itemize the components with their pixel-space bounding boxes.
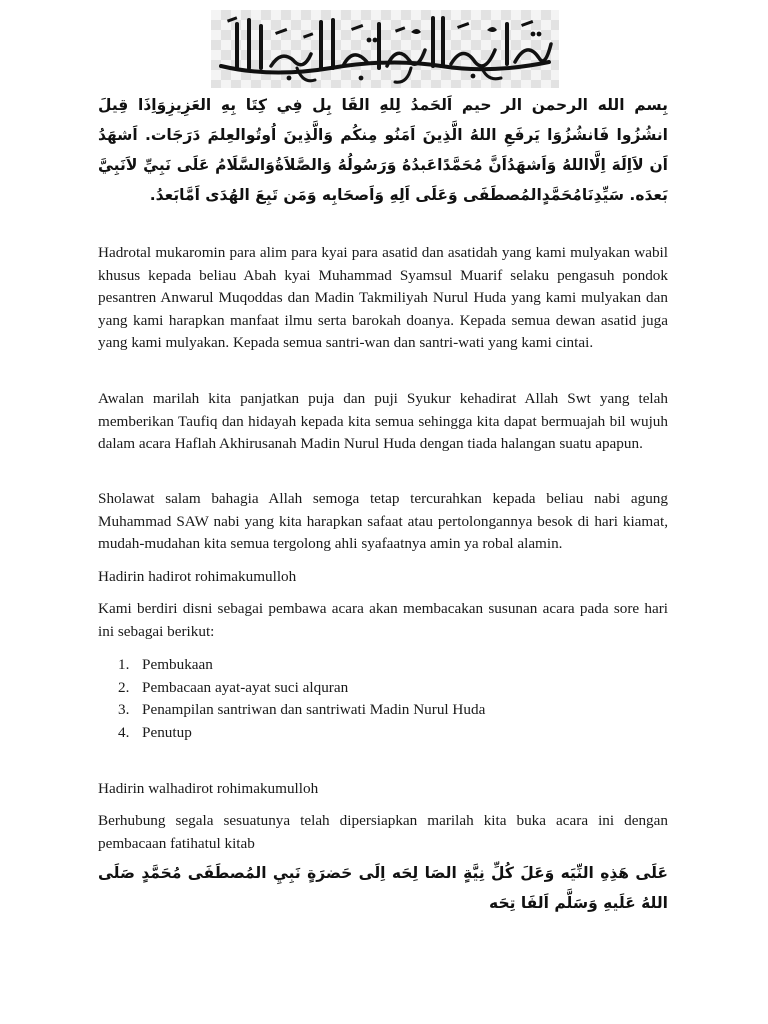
closing-greeting: Hadirin walhadirot rohimakumulloh (98, 780, 319, 797)
list-item (118, 654, 485, 677)
list-item-text: Penampilan santriwan dan santriwati Madin Nurul Huda (142, 701, 486, 719)
list-item (118, 677, 485, 700)
list-item-number: 3. (118, 701, 130, 719)
list-item-text: Penutup (142, 723, 192, 741)
list-item-number: 1. (118, 656, 130, 673)
opening-arabic-text: بِسم الله الرحمن الر حيم اَلحَمدُ لِلهِ القَا بِل فِي كِتَا بِهِ العَزِيزِوَاِذَا قِيلَ انشُزُوا فَانشُزُوَا يَرفَعِ اللهُ الَّذِينَ اَمَنُو مِنكُم وَالَّذِينَ اُوتُوالعِلمَ دَرَجَات. اَشهَدُ اَن لاَاِلَهَ اِلَّااللهُ وَاَشهَدُاَنَّ مُحَمَّدًاعَبدُهُ وَرَسُولُهُ وَالصَّلاَةُوَالسَّلَامُ عَلَى نَبِيِّ لاَنَبِيَّ بَعدَه. سَيِّدِنَامُحَمَّدٍالمُصطَفَى وَعَلَى اَلِهِ وَاَصحَابِه وَمَن تَبِعَ الهُدَى اَمَّابَعدُ. (98, 96, 668, 204)
list-item-number: 4. (118, 723, 130, 741)
fatihah-instruction-paragraph: Berhubung segala sesuatunya telah dipersiapkan marilah kita buka acara ini dengan pembacaan fatihatul kitab (98, 812, 668, 852)
closing-arabic-text: عَلَى هَذِهِ النِّيَه وَعَلَ كُلِّ نِيَّةٍ الصَا لِحَه اِلَى حَضرَةٍ نَبِيِ المُصطَفَى مُحَمَّدٍ صَلَى اللهُ عَلَيهِ وَسَلَّم اَلفَا تِحَه (98, 864, 668, 912)
gratitude-paragraph: Awalan marilah kita panjatkan puja dan puji Syukur kehadirat Allah Swt yang telah memberikan Taufiq dan hidayah kepada kita semua sehingga kita dapat bermuajah bil wujuh dalam acara Haflah Akhirusanah Madin Nurul Huda dengan tiada halangan suatu apapun. (98, 390, 668, 453)
sholawat-paragraph: Sholawat salam bahagia Allah semoga tetap tercurahkan kepada beliau nabi agung Muhammad SAW nabi yang kita harapkan safaat atau pertolongannya besok di hari kiamat, mudah-mudahan kita semua tergolong ahli syafaatnya amin ya robal alamin. (98, 490, 668, 553)
agenda-intro-paragraph: Kami berdiri disni sebagai pembawa acara akan membacakan susunan acara pada sore hari ini sebagai berikut: (98, 600, 668, 640)
hadirin-greeting: Hadirin hadirot rohimakumulloh (98, 568, 297, 585)
list-item-number: 2. (118, 678, 130, 696)
agenda-list (118, 654, 485, 744)
list-item-text: Pembacaan ayat-ayat suci alquran (142, 678, 349, 696)
list-item (118, 722, 485, 745)
greeting-paragraph: Hadrotal mukaromin para alim para kyai para asatid dan asatidah yang kami mulyakan wabil khusus kepada beliau Abah kyai Muhammad Syamsul Muarif selaku pengasuh pondok pesantren Anwarul Muqoddas dan Madin Takmiliyah Nurul Huda yang kami mulyakan dan yang kami harapkan manfaat ilmu serta barokah doanya. Kepada semua dewan asatid juga yang kami mulyakan. Kepada semua santri-wan dan santri-wati yang kami cintai. (98, 244, 668, 352)
list-item (118, 699, 485, 722)
salam-calligraphy-banner (211, 10, 559, 88)
list-item-text: Pembukaan (142, 656, 213, 673)
calligraphy-image (211, 10, 559, 88)
